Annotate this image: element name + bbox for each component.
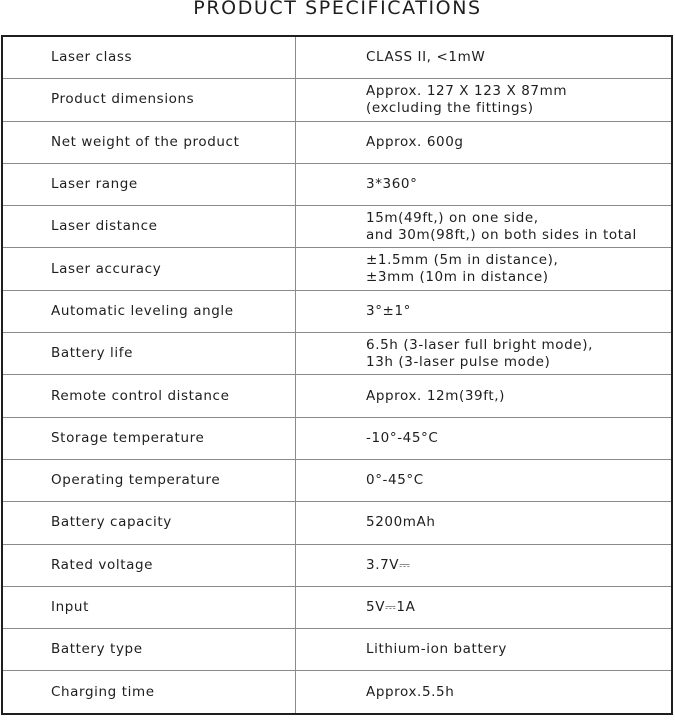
spec-label: Rated voltage — [2, 544, 296, 586]
spec-value — [296, 79, 673, 121]
spec-value-line: Approx. 127 X 123 X 87mm — [366, 82, 568, 99]
spec-label: Laser class — [2, 36, 296, 79]
spec-label: Battery type — [2, 629, 296, 671]
spec-label: Laser accuracy — [2, 248, 296, 290]
spec-value — [296, 121, 673, 163]
spec-row — [2, 544, 672, 586]
spec-value — [296, 290, 673, 332]
spec-label: Storage temperature — [2, 417, 296, 459]
spec-value-line: and 30m(98ft,) on both sides in total — [366, 226, 637, 243]
spec-table-body — [2, 36, 672, 714]
spec-label: Net weight of the product — [2, 121, 296, 163]
spec-row — [2, 417, 672, 459]
spec-value-line: 5V⎓1A — [366, 599, 416, 615]
spec-label: Battery life — [2, 333, 296, 375]
spec-value-line: 3*360° — [366, 176, 418, 193]
spec-value — [296, 248, 673, 290]
spec-label: Product dimensions — [2, 79, 296, 121]
spec-row — [2, 290, 672, 332]
spec-value — [296, 375, 673, 417]
spec-table — [1, 35, 673, 715]
spec-value-line: 0°-45°C — [366, 472, 424, 489]
spec-label: Battery capacity — [2, 502, 296, 544]
spec-label: Input — [2, 586, 296, 628]
spec-value — [296, 502, 673, 544]
spec-value-line: Approx. 12m(39ft,) — [366, 387, 505, 404]
spec-row — [2, 79, 672, 121]
spec-row — [2, 629, 672, 671]
spec-row — [2, 375, 672, 417]
spec-label: Remote control distance — [2, 375, 296, 417]
spec-value — [296, 36, 673, 79]
spec-row — [2, 502, 672, 544]
spec-label: Operating temperature — [2, 459, 296, 501]
spec-row — [2, 671, 672, 714]
spec-value-line: -10°-45°C — [366, 429, 439, 446]
spec-value — [296, 417, 673, 459]
spec-label: Laser distance — [2, 206, 296, 248]
spec-label: Automatic leveling angle — [2, 290, 296, 332]
spec-label: Charging time — [2, 671, 296, 714]
spec-row — [2, 459, 672, 501]
spec-value — [296, 163, 673, 205]
spec-row — [2, 206, 672, 248]
spec-value-line: Approx.5.5h — [366, 683, 455, 700]
spec-value-line: 15m(49ft,) on one side, — [366, 209, 539, 226]
spec-value — [296, 586, 673, 628]
spec-value-line: CLASS II, <1mW — [366, 49, 486, 66]
spec-value-line: 3°±1° — [366, 302, 411, 319]
spec-value-line: ±3mm (10m in distance) — [366, 269, 549, 286]
spec-row — [2, 333, 672, 375]
spec-value-line: 13h (3-laser pulse mode) — [366, 353, 551, 370]
spec-value — [296, 671, 673, 714]
spec-value — [296, 333, 673, 375]
spec-row — [2, 163, 672, 205]
spec-value-line: (excluding the fittings) — [366, 99, 534, 116]
spec-row — [2, 248, 672, 290]
spec-row — [2, 121, 672, 163]
spec-value — [296, 544, 673, 586]
spec-label: Laser range — [2, 163, 296, 205]
spec-value-line: Approx. 600g — [366, 133, 464, 150]
page-title: PRODUCT SPECIFICATIONS — [193, 0, 482, 19]
spec-value — [296, 629, 673, 671]
spec-value-line: ±1.5mm (5m in distance), — [366, 252, 559, 269]
spec-row — [2, 36, 672, 79]
spec-value — [296, 459, 673, 501]
spec-value-line: 3.7V⎓ — [366, 556, 411, 573]
spec-value-line: 6.5h (3-laser full bright mode), — [366, 336, 593, 353]
spec-value — [296, 206, 673, 248]
spec-row — [2, 586, 672, 628]
spec-value-line: Lithium-ion battery — [366, 641, 507, 658]
spec-value-line: 5200mAh — [366, 514, 436, 531]
